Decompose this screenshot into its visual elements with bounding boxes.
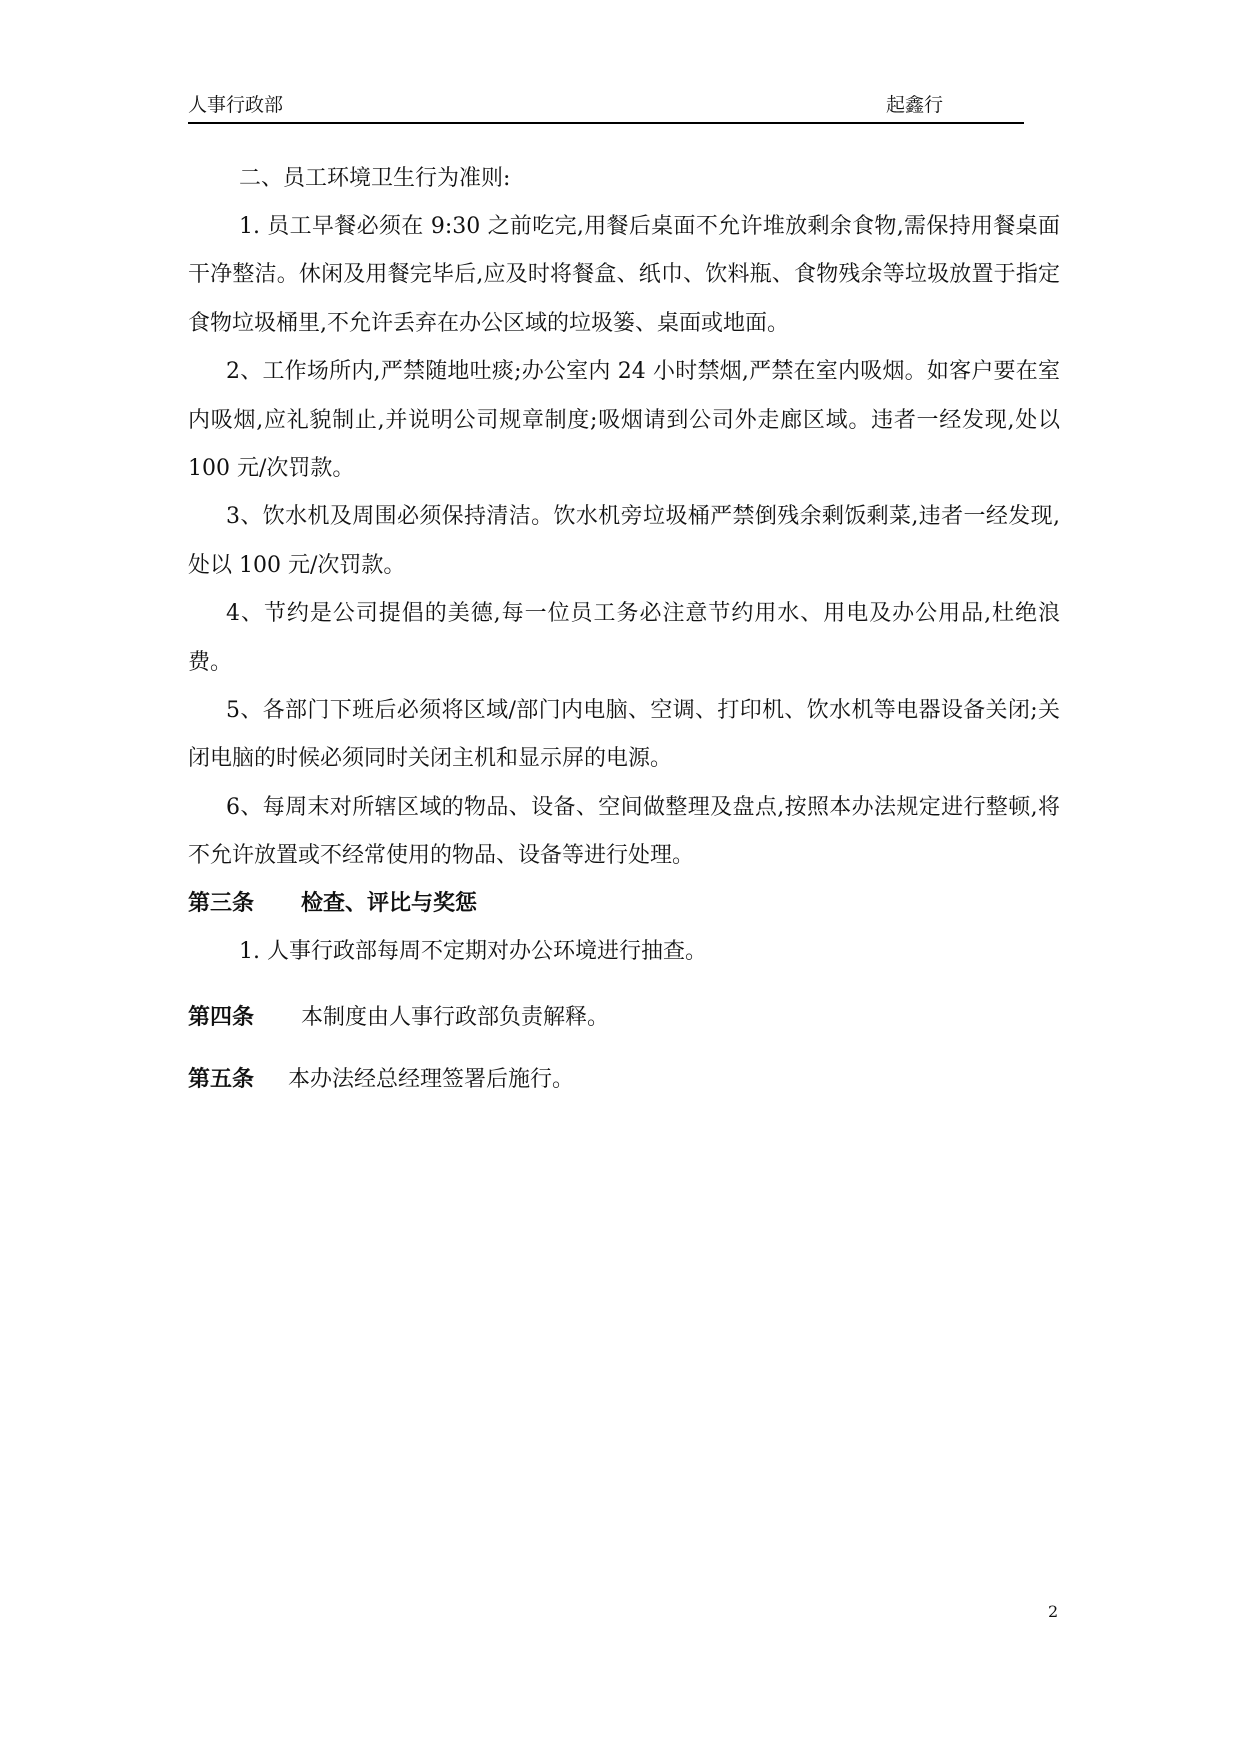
section-title: 二、员工环境卫生行为准则: xyxy=(239,166,511,191)
rule-item-2: 2、工作场所内,严禁随地吐痰;办公室内 24 小时禁烟,严禁在室内吸烟。如客户要在室内吸烟,应礼貌制止,并说明公司规章制度;吸烟请到公司外走廊区域。违者一经发现,处以 100 元/次罚款。 xyxy=(188,359,1060,482)
rule-item-3: 3、饮水机及周围必须保持清洁。饮水机旁垃圾桶严禁倒残余剩饭剩菜,违者一经发现,处以 100 元/次罚款。 xyxy=(188,504,1060,578)
article-4-text: 本制度由人事行政部负责解释。 xyxy=(301,1004,610,1030)
spacer xyxy=(188,977,1060,995)
article-3-title: 检查、评比与奖惩 xyxy=(301,890,478,916)
article-3 xyxy=(188,881,1060,927)
rule-item-5: 5、各部门下班后必须将区域/部门内电脑、空调、打印机、饮水机等电器设备关闭;关闭电脑的时候必须同时关闭主机和显示屏的电源。 xyxy=(188,698,1060,772)
article-5-label: 第五条 xyxy=(188,1066,255,1092)
article-5-text: 本办法经总经理签署后施行。 xyxy=(288,1066,575,1092)
article-5 xyxy=(188,1057,1060,1103)
spacer xyxy=(188,1041,1060,1057)
rule-item-4: 4、节约是公司提倡的美德,每一位员工务必注意节约用水、用电及办公用品,杜绝浪费。 xyxy=(188,601,1060,675)
page-header xyxy=(188,88,1024,124)
header-department: 人事行政部 xyxy=(188,94,284,116)
article-4 xyxy=(188,995,1060,1041)
rule-item-6: 6、每周末对所辖区域的物品、设备、空间做整理及盘点,按照本办法规定进行整顿,将不允许放置或不经常使用的物品、设备等进行处理。 xyxy=(188,794,1060,869)
page-number: 2 xyxy=(1048,1602,1059,1621)
article-3-label: 第三条 xyxy=(188,890,255,916)
article-4-label: 第四条 xyxy=(188,1004,255,1030)
article-3-item-1: 1. 人事行政部每周不定期对办公环境进行抽查。 xyxy=(239,938,707,964)
document-body xyxy=(188,155,1060,1103)
rule-item-1: 1. 员工早餐必须在 9:30 之前吃完,用餐后桌面不允许堆放剩余食物,需保持用餐桌面干净整洁。休闲及用餐完毕后,应及时将餐盒、纸巾、饮料瓶、食物残余等垃圾放置于指定食物垃圾桶里,不允许丢弃在办公区域的垃圾篓、桌面或地面。 xyxy=(188,214,1060,336)
header-company: 起鑫行 xyxy=(886,94,944,116)
